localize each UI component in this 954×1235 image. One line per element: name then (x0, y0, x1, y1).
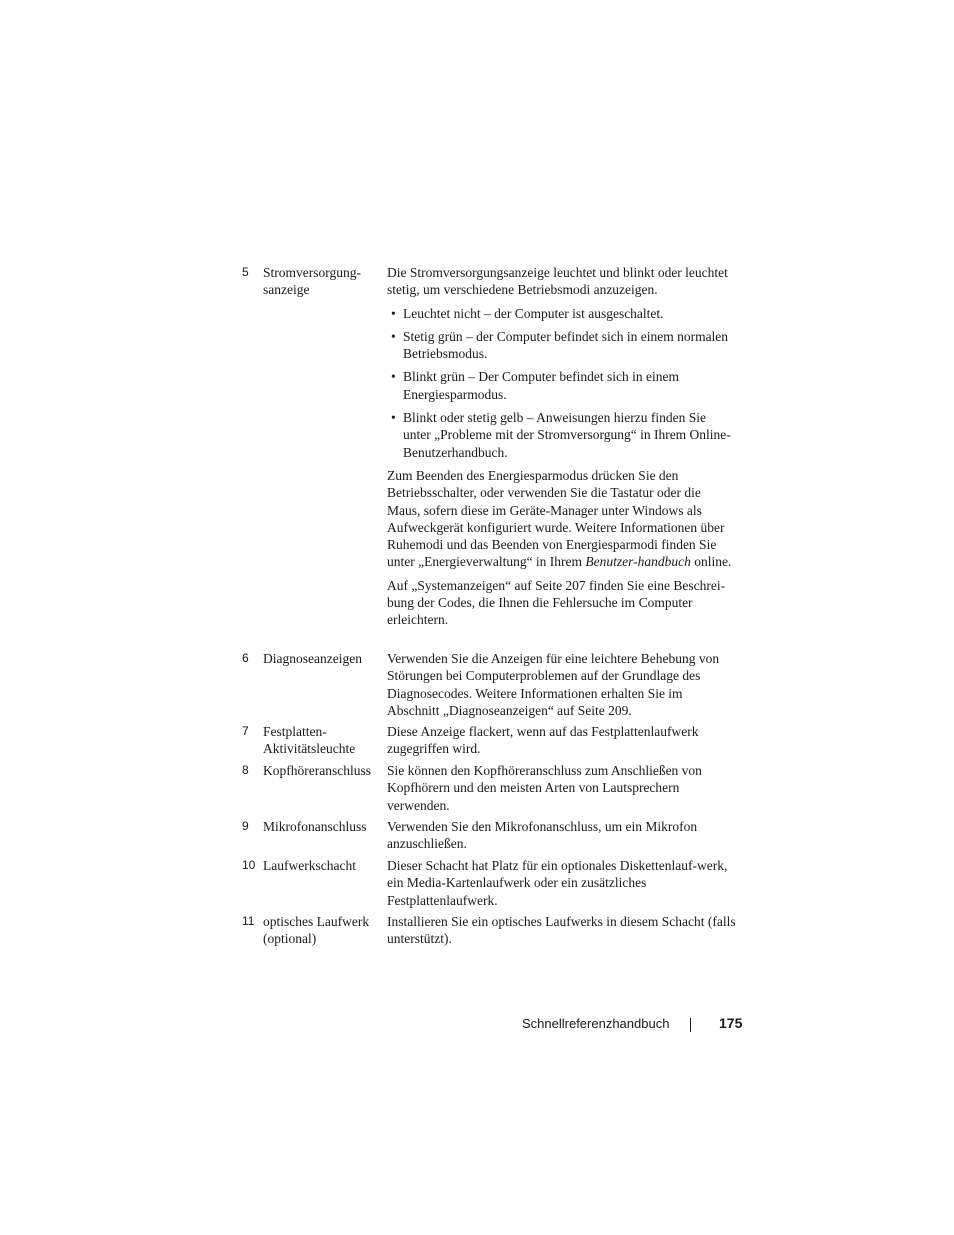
item-term (263, 857, 385, 874)
list-item (387, 409, 737, 461)
item-number: 5 (242, 265, 249, 279)
term-line: Laufwerkschacht (263, 858, 356, 873)
term-line: Stromversorgung- (263, 265, 361, 280)
bullet-icon: • (391, 410, 396, 426)
item-description: Diese Anzeige flackert, wenn auf das Festplattenlaufwerk zugegriffen wird. (387, 724, 699, 757)
item-description: Dieser Schacht hat Platz für ein optionales Diskettenlauf-werk, ein Media-Kartenlaufwerk oder ein zusätzliches Festplattenlaufwerk. (387, 858, 728, 908)
item-description: Verwenden Sie die Anzeigen für eine leichtere Behebung von Störungen bei Computerproblemen auf der Grundlage des Diagnosecodes. Weitere Informationen erhalten Sie im Abschnitt „Diagnoseanzeigen“ auf Seite 209. (387, 651, 720, 718)
list-item-text: Leuchtet nicht – der Computer ist ausgeschaltet. (403, 305, 664, 321)
description-paragraph: Auf „Systemanzeigen“ auf Seite 207 finden Sie eine Beschrei-bung der Codes, die Ihnen die Fehlersuche im Computer erleichtern. (387, 577, 726, 628)
item-description (387, 264, 737, 629)
item-number: 6 (242, 651, 249, 665)
item-term (263, 264, 385, 299)
item-description: Sie können den Kopfhöreranschluss zum Anschließen von Kopfhörern und den meisten Arten von Lautsprechern verwenden. (387, 763, 702, 813)
item-number: 10 (242, 858, 256, 872)
item-description: Installieren Sie ein optisches Laufwerks in diesem Schacht (falls unterstützt). (387, 914, 736, 947)
item-number: 8 (242, 763, 249, 777)
item-term (263, 650, 385, 667)
manual-title: Benutzer-handbuch (585, 554, 691, 570)
bullet-icon: • (391, 305, 396, 321)
paragraph-text: Zum Beenden des Energiesparmodus drücken Sie den Betriebsschalter, oder verwenden Sie die Tastatur oder die Maus, sofern diese im Geräte-Manager unter Windows als Aufweckgerät konfiguriert wurde. Weitere Informationen über Ruhemodi und das Beenden von Energiesparmodi finden Sie unter „Energieverwaltung“ in Ihrem (387, 467, 725, 570)
term-line: Festplatten- (263, 724, 327, 739)
description-intro: Die Stromversorgungsanzeige leuchtet und blinkt oder leuchtet stetig, um verschiedene Betriebsmodi anzuzeigen. (387, 265, 728, 298)
term-line: Mikrofonanschluss (263, 819, 367, 834)
item-term (263, 762, 385, 779)
paragraph-text: online. (690, 554, 732, 570)
footer-title: Schnellreferenzhandbuch (522, 1016, 670, 1031)
footer-divider (690, 1018, 691, 1032)
list-item-text: Blinkt grün – Der Computer befindet sich in einem Energiesparmodus. (403, 369, 679, 402)
bullet-icon: • (391, 328, 396, 344)
item-term (263, 723, 385, 758)
term-line: optisches Laufwerk (263, 914, 370, 929)
bullet-list (387, 305, 737, 461)
list-item (387, 305, 737, 322)
item-term (263, 913, 385, 948)
term-line: Kopfhöreranschluss (263, 763, 371, 778)
list-item (387, 328, 737, 363)
bullet-icon: • (391, 369, 396, 385)
item-description: Verwenden Sie den Mikrofonanschluss, um ein Mikrofon anzuschließen. (387, 819, 698, 852)
description-paragraph (387, 467, 737, 571)
list-item-text: Blinkt oder stetig gelb – Anweisungen hierzu finden Sie unter „Probleme mit der Stromversorgung“ in Ihrem Online-Benutzerhandbuch. (403, 410, 731, 460)
page-number: 175 (719, 1015, 743, 1031)
item-term (263, 818, 385, 835)
term-line: Diagnoseanzeigen (263, 651, 362, 666)
item-number: 7 (242, 724, 249, 738)
term-line: sanzeige (263, 282, 310, 298)
page-footer (520, 1015, 745, 1035)
list-item (387, 368, 737, 403)
list-item-text: Stetig grün – der Computer befindet sich in einem normalen Betriebsmodus. (403, 328, 729, 362)
item-number: 9 (242, 819, 249, 833)
item-number: 11 (242, 914, 255, 928)
term-line: (optional) (263, 931, 317, 947)
term-line: Aktivitätsleuchte (263, 741, 356, 757)
